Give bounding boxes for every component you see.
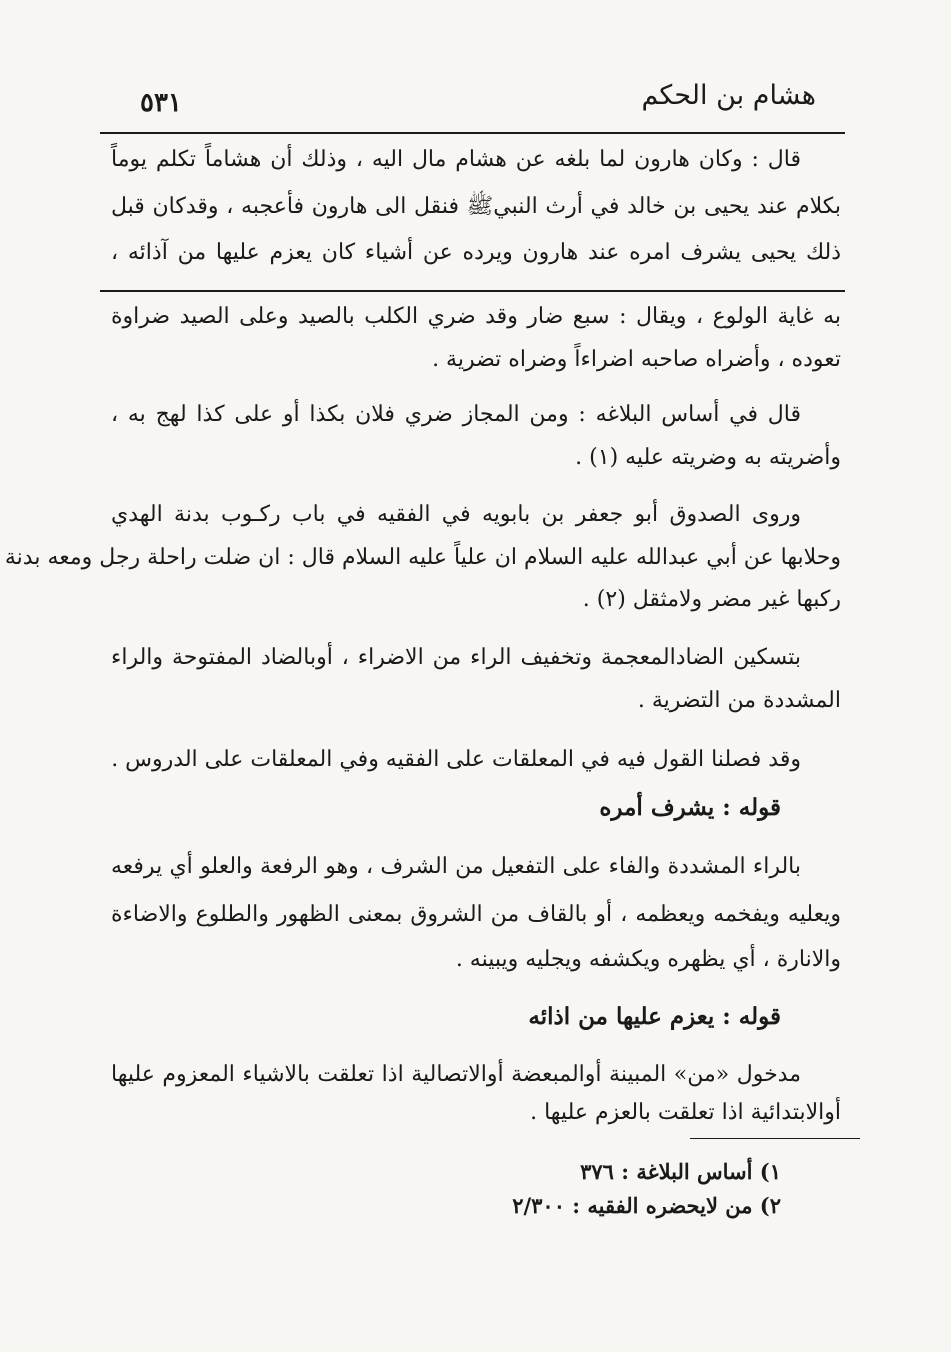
commentary-line: وقد فصلنا القول فيه في المعلقات على الفقيه وفي المعلقات على الدروس .	[111, 747, 801, 772]
section-heading: قوله : يعزم عليها من اذائه	[528, 1003, 781, 1030]
commentary-line: والانارة ، أي يظهره ويكشفه ويجليه ويبينه .	[455, 947, 841, 972]
main-text-line: ذلك يحيى يشرف امره عند هارون ويرده عن أشياء كان يعزم عليها من آذائه ،	[111, 240, 841, 265]
commentary-line: بالراء المشددة والفاء على التفعيل من الشرف ، وهو الرفعة والعلو أي يرفعه	[111, 854, 801, 879]
commentary-line: تعوده ، وأضراه صاحبه اضراءاً وضراه تضرية .	[432, 347, 841, 372]
main-text-line: بكلام عند يحيى بن خالد في أرث النبيﷺ فنقل الى هارون فأعجبه ، وقدكان قبل	[111, 194, 841, 219]
commentary-line: ويعليه ويفخمه ويعظمه ، أو بالقاف من الشروق بمعنى الظهور والطلوع والاضاءة	[111, 902, 841, 927]
footnote: ١) أساس البلاغة : ٣٧٦	[580, 1159, 781, 1184]
commentary-line: أوالابتدائية اذا تعلقت بالعزم عليها .	[530, 1100, 841, 1125]
footnote-divider	[690, 1138, 860, 1139]
main-text-line: قال : وكان هارون لما بلغه عن هشام مال اليه ، وذلك أن هشاماً تكلم يوماً	[111, 147, 802, 172]
commentary-divider	[100, 290, 845, 292]
commentary-line: مدخول «من» المبينة أوالمبعضة أوالاتصالية اذا تعلقت بالاشياء المعزوم عليها	[111, 1062, 802, 1087]
commentary-line: قال في أساس البلاغه : ومن المجاز ضري فلان بكذا أو على كذا لهج به ،	[111, 402, 801, 427]
section-heading: قوله : يشرف أمره	[599, 794, 781, 821]
commentary-line: وحلابها عن أبي عبدالله عليه السلام ان علياً عليه السلام قال : ان ضلت راحلة رجل ومعه بدنة	[4, 545, 841, 570]
footnote: ٢) من لايحضره الفقيه : ٢/٣٠٠	[512, 1193, 781, 1218]
page-number: ٥٣١	[140, 88, 182, 118]
commentary-line: به غاية الولوع ، ويقال : سبع ضار وقد ضري الكلب بالصيد وعلى الصيد ضراوة	[111, 304, 841, 329]
commentary-line: وروى الصدوق أبو جعفر بن بابويه في الفقيه في باب ركـوب بدنة الهدي	[111, 502, 801, 527]
running-header-title: هشام بن الحكم	[641, 80, 816, 111]
header-divider	[100, 132, 845, 134]
commentary-line: ركبها غير مضر ولامثقل (٢) .	[582, 587, 841, 612]
commentary-line: المشددة من التضرية .	[637, 688, 841, 713]
commentary-line: وأضريته به وضريته عليه (١) .	[575, 445, 841, 470]
commentary-line: بتسكين الضادالمعجمة وتخفيف الراء من الاضراء ، أوبالضاد المفتوحة والراء	[111, 645, 801, 670]
